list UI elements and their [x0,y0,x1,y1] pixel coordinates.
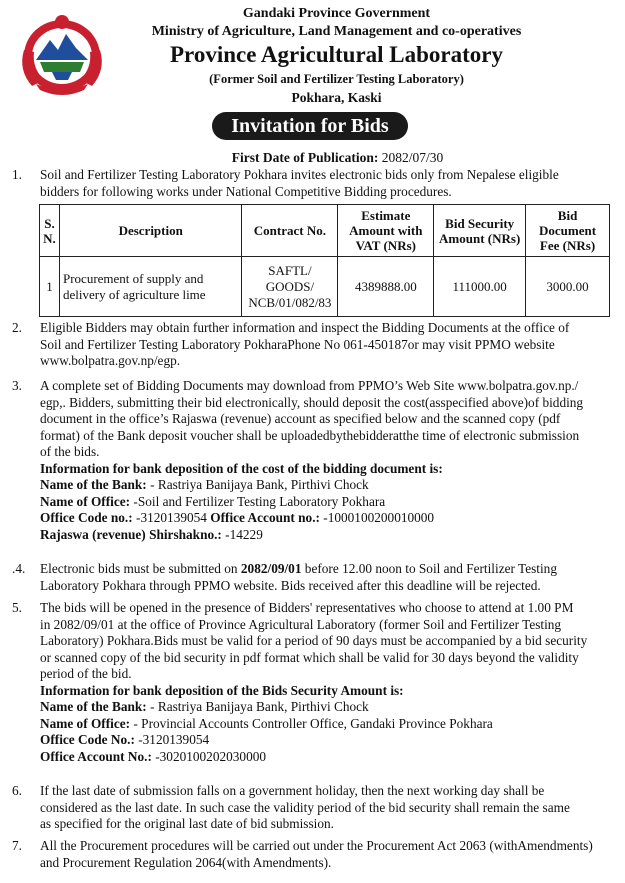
office-name-row [40,494,612,511]
office-account-label: Office Account no.: [210,510,320,525]
office-account-value: -1000100200010000 [319,510,435,525]
clause-3 [12,378,612,543]
clause-line: or scanned copy of the bid security in pdf format which shall be valid for 30 days beyond the validity [40,649,579,665]
publication-label: First Date of Publication: [231,150,379,165]
bank-name-value: - Rastriya Banijaya Bank, Pirthivi Chock [146,699,369,714]
clause-line: Eligible Bidders may obtain further information and inspect the Bidding Documents at the office of [40,320,570,335]
clause-line: bidders for following works under National Competitive Bidding procedures. [40,183,452,199]
header-sn: S. N. [40,205,60,257]
clause-line: as specified for the original last date of bid submission. [40,816,334,831]
bank-name-value: - Rastriya Banijaya Bank, Pirthivi Chock [146,477,369,492]
rajaswa-value: -14229 [221,526,263,542]
clause-5 [12,600,612,765]
clause-line: A complete set of Bidding Documents may download from PPMO’s Web Site www.bolpatra.gov.np./ [40,378,579,393]
cell-estimate: 4389888.00 [338,257,434,317]
bank-name-row [40,699,612,716]
clause-line: in 2082/09/01 at the office of Province Agricultural Laboratory (former Soil and Fertilizer Testing [40,616,562,632]
header-description: Description [59,205,241,257]
clause-number: .4. [12,561,26,576]
rajaswa-label: Rajaswa (revenue) Shirshakno.: [40,526,222,542]
clause-line: Soil and Fertilizer Testing Laboratory Pokhara invites electronic bids only from Nepalese eligible [40,167,559,182]
cell-description: Procurement of supply and delivery of agriculture lime [59,257,241,317]
office-code-label: Office Code no.: [40,510,133,525]
cell-fee: 3000.00 [526,257,610,317]
clause-line: Laboratory Pokhara through PPMO website. Bids received after this deadline will be rejected. [40,577,541,593]
clause-number: 3. [12,378,22,393]
bids-table [39,204,610,317]
bank-info-heading: Information for bank deposition of the cost of the bidding document is: [40,460,443,476]
office-account-value: -3020100202030000 [151,748,267,764]
clause-line: All the Procurement procedures will be carried out under the Procurement Act 2063 (withAmendments) [40,838,593,853]
publication-date [0,150,625,166]
bank-name-row [40,477,612,494]
bank-name-label: Name of the Bank: [40,699,147,714]
clause-line: Laboratory) Pokhara.Bids must be valid for a period of 90 days must be accompanied by a bid security [40,633,588,648]
office-name-value: -Soil and Fertilizer Testing Laboratory Pokhara [130,493,386,509]
deadline-text: before 12.00 noon to Soil and Fertilizer Testing [301,561,557,576]
clause-number: 2. [12,320,22,335]
office-account-label: Office Account No.: [40,748,152,764]
clause-number: 5. [12,600,22,615]
clause-line: egp,. Bidders, submitting their bid electronically, should deposit the cost(asspecified above)of bidding [40,394,584,410]
clause-2 [12,320,612,370]
clause-line: document in the office’s Rajaswa (revenue) account as specified below and the scanned copy (pdf [40,411,561,426]
header-estimate: Estimate Amount with VAT (NRs) [338,205,434,257]
office-name-label: Name of Office: [40,715,131,731]
clause-line: The bids will be opened in the presence of Bidders' representatives who choose to attend at 1.00 PM [40,600,574,615]
clause-line: If the last date of submission falls on a government holiday, then the next working day shall be [40,783,545,798]
office-code-row [40,510,612,527]
office-account-row [40,749,612,766]
table-row [40,257,610,317]
clause-7 [12,838,612,871]
clause-6 [12,783,612,833]
deadline-text: Electronic bids must be submitted on [40,561,241,576]
government-name: Gandaki Province Government [242,6,431,21]
clause-1 [12,167,612,200]
table-header-row [40,205,610,257]
clause-4 [12,561,612,594]
rajaswa-row [40,527,612,544]
publication-date-value: 2082/07/30 [381,150,444,165]
clause-line: period of the bid. [40,666,132,681]
office-name-row [40,716,612,733]
former-name: (Former Soil and Fertilizer Testing Laboratory) [209,72,464,86]
cell-security: 111000.00 [434,257,526,317]
location: Pokhara, Kaski [291,90,382,105]
header-security: Bid Security Amount (NRs) [434,205,526,257]
notice-title-banner: Invitation for Bids [212,112,408,140]
clause-number: 6. [12,783,22,798]
clause-line: Soil and Fertilizer Testing Laboratory PokharaPhone No 061-450187or may visit PPMO website [40,336,555,352]
header-fee: Bid Document Fee (NRs) [526,205,610,257]
cell-contract: SAFTL/ GOODS/ NCB/01/082/83 [242,257,338,317]
bank-name-label: Name of the Bank: [40,477,147,492]
office-name-label: Name of Office: [40,493,131,509]
header-contract: Contract No. [242,205,338,257]
clause-line: format) of the Bank deposit voucher shall be uploadedbythebidderatthe time of electronic submission [40,427,580,443]
cell-sn: 1 [40,257,60,317]
security-info-heading: Information for bank deposition of the Bids Security Amount is: [40,682,404,698]
ministry-name: Ministry of Agriculture, Land Management and co-operatives [151,24,522,39]
deadline-date: 2082/09/01 [240,561,302,576]
lab-name: Province Agricultural Laboratory [169,42,504,67]
clause-number: 7. [12,838,22,853]
clause-line: www.bolpatra.gov.np/egp. [40,353,181,368]
clause-line: considered as the last date. In such case the validity period of the bid security shall remain the same [40,799,570,815]
clause-line: of the bids. [40,444,100,459]
clause-line [40,561,612,578]
office-code-label: Office Code No.: [40,732,135,747]
office-code-row [40,732,612,749]
clause-number: 1. [12,167,22,182]
office-code-value: -3120139054 [134,732,210,747]
clause-line: and Procurement Regulation 2064(with Amendments). [40,854,332,870]
office-name-value: - Provincial Accounts Controller Office, Gandaki Province Pokhara [130,715,493,731]
office-code-value: -3120139054 [132,510,211,525]
